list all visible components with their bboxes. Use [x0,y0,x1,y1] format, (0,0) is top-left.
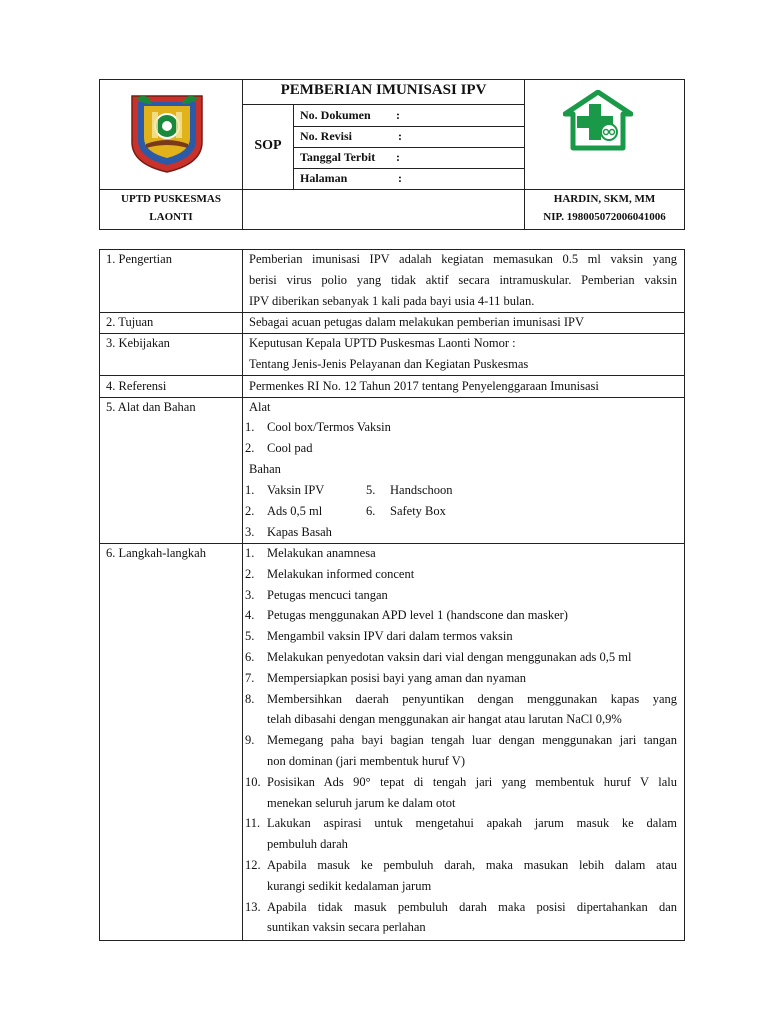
step-text: telah dibasahi dengan menggunakan air hangat atau larutan NaCl 0,9% [267,712,622,726]
sop-label: SOP [254,138,282,153]
label-referensi: 4. Referensi [106,379,167,393]
alat-heading: Alat [249,400,271,414]
step-number: 12. [245,858,261,872]
step-text: Apabila masuk ke pembuluh darah, maka masukan lebih dalam atau [267,859,677,872]
step-text: Melakukan anamnesa [267,546,376,560]
step-text: Petugas mencuci tangan [267,588,388,602]
alat-item-text: Cool box/Termos Vaksin [267,420,391,434]
org-name-line1: UPTD PUSKESMAS [121,193,221,205]
step-text: suntikan vaksin secara perlahan [267,920,426,934]
label-kebijakan: 3. Kebijakan [106,336,170,350]
pengertian-line-1: Pemberian imunisasi IPV adalah kegiatan memasukan 0.5 ml vaksin yang [249,253,677,266]
meta-label-no-dokumen: No. Dokumen [300,108,371,122]
pengertian-line-2: berisi virus polio yang tidak aktif secara intramuskular. Pemberian vaksin [249,274,677,287]
step-number: 13. [245,900,261,914]
bahan-item-num: 2. [245,504,255,518]
alat-item-num: 1. [245,420,255,434]
signer-name: HARDIN, SKM, MM [553,193,656,205]
alat-item-num: 2. [245,441,255,455]
meta-sep-no-revisi: : [398,129,402,143]
step-text: Lakukan aspirasi untuk mengetahui apakah jarum masuk ke dalam [267,817,677,830]
referensi-text: Permenkes RI No. 12 Tahun 2017 tentang Penyelenggaraan Imunisasi [249,379,599,393]
step-text: Melakukan penyedotan vaksin dari vial dengan menggunakan ads 0,5 ml [267,650,632,664]
meta-sep-no-dokumen: : [396,108,400,122]
step-number: 8. [245,692,255,706]
tujuan-text: Sebagai acuan petugas dalam melakukan pemberian imunisasi IPV [249,315,584,329]
label-pengertian: 1. Pengertian [106,252,172,266]
kebijakan-line-2: Tentang Jenis-Jenis Pelayanan dan Kegiatan Puskesmas [249,357,529,371]
step-number: 9. [245,733,255,747]
bahan-item-num: 1. [245,483,255,497]
meta-label-tanggal-terbit: Tanggal Terbit [300,150,376,164]
meta-sep-halaman: : [398,171,402,185]
bahan-heading: Bahan [249,462,281,476]
regency-crest-logo [128,90,206,174]
step-number: 1. [245,546,255,560]
meta-label-no-revisi: No. Revisi [300,129,352,143]
document-title: PEMBERIAN IMUNISASI IPV [280,82,487,98]
label-alat-dan-bahan: 5. Alat dan Bahan [106,400,196,414]
pengertian-line-3: IPV diberikan sebanyak 1 kali pada bayi usia 4-11 bulan. [249,294,535,308]
step-number: 6. [245,650,255,664]
step-text: Posisikan Ads 90° tepat di tengah jari yang membentuk huruf V lalu [267,776,677,789]
alat-item-text: Cool pad [267,441,313,455]
org-name-line2: LAONTI [149,211,193,223]
step-number: 2. [245,567,255,581]
puskesmas-logo [563,90,633,152]
bahan-item-text: Kapas Basah [267,525,332,539]
label-tujuan: 2. Tujuan [106,315,154,329]
label-langkah-langkah: 6. Langkah-langkah [106,546,206,560]
bahan-item-text: Handschoon [390,483,453,497]
meta-label-halaman: Halaman [300,171,348,185]
step-number: 10. [245,775,261,789]
step-number: 5. [245,629,255,643]
bahan-item-num: 6. [366,504,376,518]
bahan-item-text: Ads 0,5 ml [267,504,323,518]
kebijakan-line-1: Keputusan Kepala UPTD Puskesmas Laonti Nomor : [249,336,516,350]
step-text: pembuluh darah [267,837,348,851]
step-number: 3. [245,588,255,602]
bahan-item-num: 5. [366,483,376,497]
step-text: Mengambil vaksin IPV dari dalam termos vaksin [267,629,513,643]
step-text: Mempersiapkan posisi bayi yang aman dan nyaman [267,671,526,685]
bahan-item-num: 3. [245,525,255,539]
step-text: non dominan (jari membentuk huruf V) [267,754,465,768]
step-text: menekan seluruh jarum ke dalam otot [267,796,456,810]
meta-sep-tanggal-terbit: : [396,150,400,164]
step-text: Petugas menggunakan APD level 1 (handscone dan masker) [267,608,568,622]
signer-nip: NIP. 198005072006041006 [543,211,666,223]
bahan-item-text: Safety Box [390,504,446,518]
step-text: Melakukan informed concent [267,567,415,581]
step-text: Apabila tidak masuk pembuluh darah maka posisi dipertahankan dan [267,901,677,914]
step-text: Memegang paha bayi bagian tengah luar dengan menggunakan jari tangan [267,734,677,747]
step-number: 11. [245,816,261,830]
bahan-item-text: Vaksin IPV [267,483,325,497]
step-number: 4. [245,608,255,622]
step-number: 7. [245,671,255,685]
step-text: Membersihkan daerah penyuntikan dengan menggunakan kapas yang [267,693,677,706]
step-text: kurangi sedikit kedalaman jarum [267,879,432,893]
